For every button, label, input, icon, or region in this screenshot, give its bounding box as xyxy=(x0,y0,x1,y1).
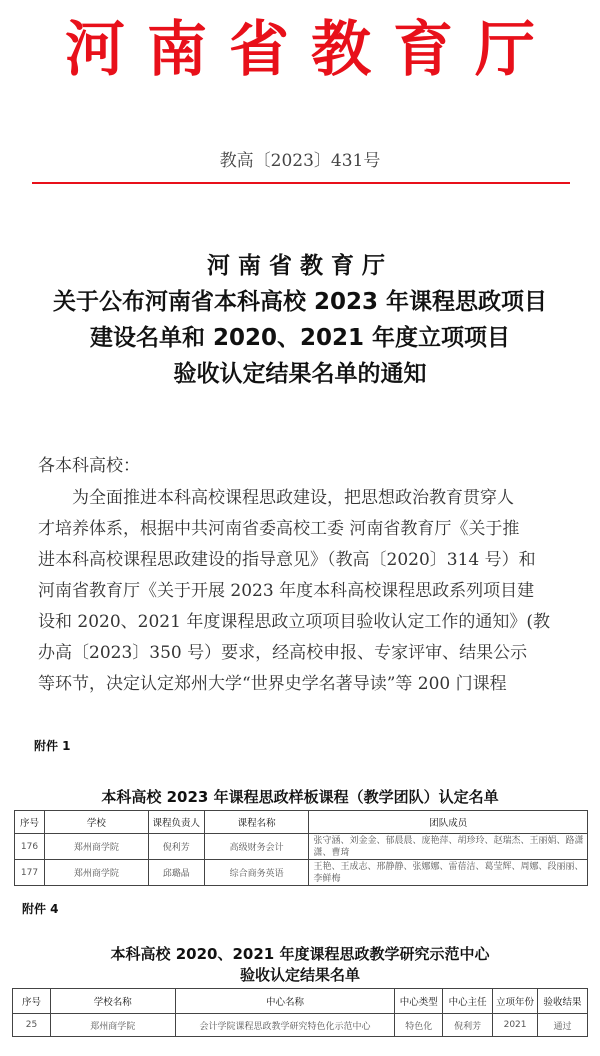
cell-school: 郑州商学院 xyxy=(44,860,148,886)
body-line: 设和 2020、2021 年度课程思政立项项目验收认定工作的通知》(教 xyxy=(38,612,550,632)
attachment-4-title-line-1: 本科高校 2020、2021 年度课程思政教学研究示范中心 xyxy=(110,945,490,963)
salutation: 各本科高校： xyxy=(38,456,140,476)
header-cell: 中心名称 xyxy=(175,989,395,1014)
header-cell: 学校 xyxy=(44,811,148,834)
cell-index: 25 xyxy=(13,1014,51,1037)
cell-leader: 邱璐晶 xyxy=(148,860,204,886)
table-header-row xyxy=(15,811,588,834)
cell-members: 张守涵、刘金金、郁晨晨、庞艳萍、胡珍玲、赵瑞杰、王丽娟、路潇潇、曹琦 xyxy=(309,834,588,860)
header-cell: 团队成员 xyxy=(309,811,588,834)
title-line-4: 验收认定结果名单的通知 xyxy=(173,361,427,387)
cell-index: 177 xyxy=(15,860,45,886)
cell-index: 176 xyxy=(15,834,45,860)
cell-year: 2021 xyxy=(493,1014,538,1037)
notice-title xyxy=(0,248,600,392)
cell-type: 特色化 xyxy=(395,1014,443,1037)
body-line: 等环节，决定认定郑州大学“世界史学名著导读”等 200 门课程 xyxy=(38,674,507,694)
header-cell: 中心主任 xyxy=(443,989,493,1014)
header-cell: 中心类型 xyxy=(395,989,443,1014)
cell-leader: 倪利芳 xyxy=(148,834,204,860)
table-row xyxy=(15,860,588,886)
title-line-1: 河南省教育厅 xyxy=(207,253,393,279)
body-line: 办高〔2023〕350 号）要求，经高校申报、专家评审、结果公示 xyxy=(38,643,528,663)
body-line: 进本科高校课程思政建设的指导意见》（教高〔2020〕314 号）和 xyxy=(38,550,536,570)
title-line-2: 关于公布河南省本科高校 2023 年课程思政项目 xyxy=(52,289,548,315)
attachment-4-label: 附件 4 xyxy=(22,902,59,916)
attachment-4-table xyxy=(12,988,588,1037)
header-cell: 序号 xyxy=(13,989,51,1014)
header-cell: 课程负责人 xyxy=(148,811,204,834)
table-row xyxy=(15,834,588,860)
header-cell: 课程名称 xyxy=(204,811,309,834)
body-paragraph xyxy=(38,483,572,700)
masthead: 河南省教育厅 xyxy=(65,15,557,85)
cell-center: 会计学院课程思政教学研究特色化示范中心 xyxy=(175,1014,395,1037)
header-cell: 学校名称 xyxy=(50,989,175,1014)
document-number: 教高〔2023〕431号 xyxy=(219,151,381,171)
attachment-1-label: 附件 1 xyxy=(34,739,71,753)
cell-director: 倪利芳 xyxy=(443,1014,493,1037)
cell-course: 综合商务英语 xyxy=(204,860,309,886)
cell-members: 王艳、王成志、邢静静、张娜娜、雷蓓洁、葛莹辉、周娜、段丽丽、李鲜梅 xyxy=(309,860,588,886)
cell-result: 通过 xyxy=(538,1014,588,1037)
attachment-4-title-line-2: 验收认定结果名单 xyxy=(239,966,360,984)
attachment-1-table xyxy=(14,810,588,886)
attachment-1-title: 本科高校 2023 年课程思政样板课程（教学团队）认定名单 xyxy=(101,788,499,806)
header-cell: 立项年份 xyxy=(493,989,538,1014)
attachment-4-title xyxy=(0,944,600,986)
body-line: 才培养体系，根据中共河南省委高校工委 河南省教育厅《关于推 xyxy=(38,519,520,539)
red-divider xyxy=(32,182,570,184)
table-row xyxy=(13,1014,588,1037)
header-cell: 序号 xyxy=(15,811,45,834)
title-line-3: 建设名单和 2020、2021 年度立项项目 xyxy=(89,325,511,351)
body-line: 为全面推进本科高校课程思政建设，把思想政治教育贯穿人 xyxy=(72,488,514,508)
header-cell: 验收结果 xyxy=(538,989,588,1014)
table-header-row xyxy=(13,989,588,1014)
cell-school: 郑州商学院 xyxy=(44,834,148,860)
cell-school: 郑州商学院 xyxy=(50,1014,175,1037)
cell-course: 高级财务会计 xyxy=(204,834,309,860)
body-line: 河南省教育厅《关于开展 2023 年度本科高校课程思政系列项目建 xyxy=(38,581,535,601)
